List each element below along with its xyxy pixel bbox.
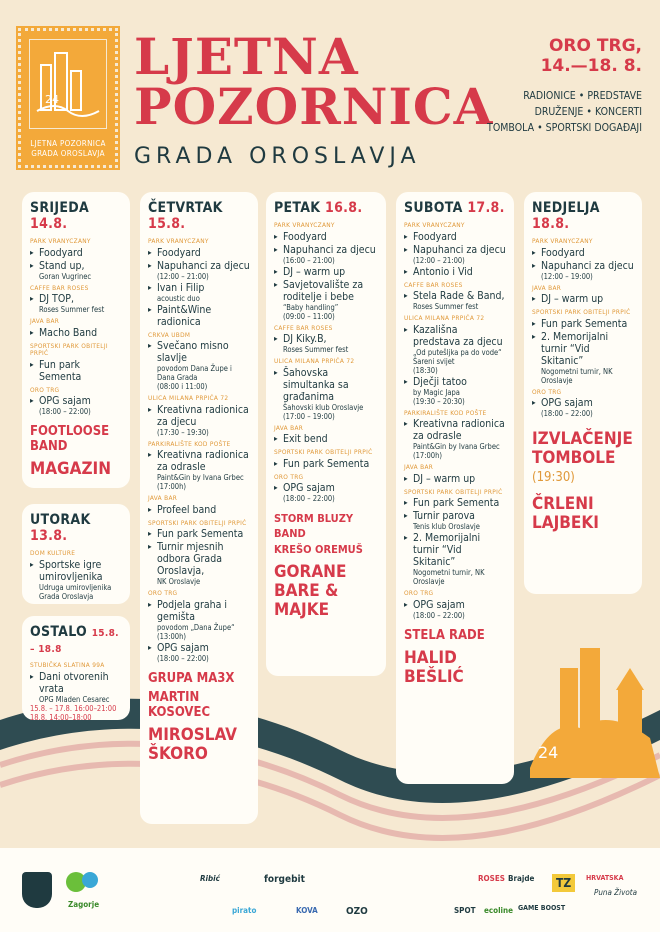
event-item: ▸ Kreativna radionica za odrasle bbox=[148, 449, 250, 473]
event-note: (08:00 i 11:00) bbox=[157, 382, 208, 391]
day-card-ostalo bbox=[22, 616, 130, 720]
event-item: ▸ DJ – warm up bbox=[274, 266, 378, 278]
event-item: ▸ Podjela graha i gemišta bbox=[148, 599, 250, 623]
event-note: by Magic Japa bbox=[413, 387, 460, 397]
headliner: MAGAZIN bbox=[30, 459, 112, 479]
event-item: ▸ Kazališna predstava za djecu bbox=[404, 324, 506, 348]
event-item: ▸ Fun park Sementa bbox=[274, 458, 378, 470]
location-label: JAVA BAR bbox=[148, 494, 178, 502]
event-note: (17:00h) bbox=[413, 451, 442, 460]
event-item: ▸ Svečano misno slavlje bbox=[148, 340, 250, 364]
coat-of-arms-icon bbox=[22, 872, 52, 908]
location-label: PARK VRANYCZANY bbox=[30, 237, 91, 245]
location-label: ORO TRG bbox=[148, 589, 178, 597]
event-note: Nogometni turnir, NK Oroslavje bbox=[413, 568, 485, 586]
event-note: Roses Summer fest bbox=[39, 305, 105, 314]
event-item: ▸ Dječji tatoo bbox=[404, 376, 506, 388]
location-label: ULICA MILANA PRPIĆA 72 bbox=[404, 314, 485, 322]
event-item: ▸ Napuhanci za djecu bbox=[532, 260, 634, 272]
tombola-time: (19:30) bbox=[532, 470, 575, 485]
sponsor-logo: Zagorje bbox=[68, 900, 100, 909]
stamp-line-2: GRADA OROSLAVJA bbox=[31, 149, 105, 158]
event-item: ▸ Foodyard bbox=[404, 231, 506, 243]
event-item: ▸ 2. Memorijalni turnir “Vid Skitanic” bbox=[404, 532, 506, 568]
event-item: ▸ Napuhanci za djecu bbox=[148, 260, 250, 272]
event-note: (12:00 – 21:00) bbox=[157, 271, 209, 281]
event-item: ▸ OPG sajam bbox=[30, 395, 122, 407]
event-item: ▸ DJ – warm up bbox=[404, 473, 506, 485]
event-note: (17:30 – 19:30) bbox=[157, 427, 209, 437]
location-label: PARK VRANYCZANY bbox=[404, 221, 465, 229]
event-item: ▸ Foodyard bbox=[532, 247, 634, 259]
title-line-1: LJETNA bbox=[134, 27, 359, 86]
performer: KREŠO OREMUŠ bbox=[274, 543, 363, 556]
event-note: Šahovski klub Oroslavje bbox=[283, 402, 364, 412]
tags-line: TOMBOLA • SPORTSKI DOGAĐAJI bbox=[487, 122, 642, 134]
location-label: SPORTSKI PARK OBITELJI PRPIĆ bbox=[274, 448, 373, 456]
event-item: ▸ Dani otvorenih vrata bbox=[30, 671, 122, 695]
event-note: (09:00 – 11:00) bbox=[283, 311, 335, 321]
sponsor-logo: KOVA bbox=[296, 906, 318, 915]
sponsor-logo: pirato bbox=[232, 906, 257, 915]
location-label: STUBIČKA SLATINA 99A bbox=[30, 661, 105, 669]
location-label: PARK VRANYCZANY bbox=[274, 221, 335, 229]
activity-tags bbox=[487, 88, 642, 136]
event-note: povodom Dana Župe i Dana Grada bbox=[157, 364, 232, 382]
event-item: ▸ OPG sajam bbox=[532, 397, 634, 409]
event-item: ▸ Fun park Sementa bbox=[30, 359, 122, 383]
location-label: ORO TRG bbox=[532, 387, 562, 396]
location-label: PARKIRALIŠTE KOD POŠTE bbox=[148, 439, 231, 448]
location-label: JAVA BAR bbox=[30, 317, 60, 325]
location-label: DOM KULTURE bbox=[30, 549, 76, 557]
dates-line: 14.—18. 8. bbox=[540, 56, 642, 76]
sponsor-logo: SPOT bbox=[454, 906, 476, 915]
day-title: OSTALO 15.8. – 18.8 bbox=[30, 624, 119, 655]
day-title: SRIJEDA 14.8. bbox=[30, 200, 90, 232]
festival-stamp-logo bbox=[18, 28, 118, 168]
location-label: PARK VRANYCZANY bbox=[532, 237, 593, 245]
day-card-petak bbox=[266, 192, 386, 676]
event-item: ▸ Kreativna radionica za djecu bbox=[148, 404, 250, 428]
event-item: ▸ Sportske igre umirovljenika bbox=[30, 559, 122, 583]
event-note: (17:00h) bbox=[157, 482, 186, 491]
event-item: ▸ Foodyard bbox=[148, 247, 250, 259]
location-label: CAFFE BAR ROSES bbox=[30, 283, 89, 292]
performer: STORM BLUZY BAND bbox=[274, 512, 354, 540]
event-item: ▸ OPG sajam bbox=[274, 482, 378, 494]
town-skyline-icon bbox=[35, 45, 101, 125]
event-item: ▸ Foodyard bbox=[274, 231, 378, 243]
event-item: ▸ Ivan i Filip bbox=[148, 282, 250, 294]
event-item: ▸ Napuhanci za djecu bbox=[274, 244, 378, 256]
event-note: Nogometni turnir, NK Oroslavje bbox=[541, 366, 613, 385]
event-note: (18:30) bbox=[413, 365, 438, 375]
sponsor-logo: forgebit bbox=[264, 874, 305, 885]
castle-illustration bbox=[520, 628, 660, 778]
stamp-line-1: LJETNA POZORNICA bbox=[30, 139, 106, 148]
headliner: HALID BEŠLIĆ bbox=[404, 647, 464, 687]
event-note: (12:00 – 19:00) bbox=[541, 271, 593, 281]
event-note: Paint&Gin by Ivana Grbec bbox=[157, 473, 244, 482]
event-note: (18:00 – 22:00) bbox=[283, 494, 335, 503]
performer: FOOTLOOSE BAND bbox=[30, 424, 110, 454]
sponsor-logo: ecoline bbox=[484, 906, 514, 915]
event-item: ▸ Turnir parova bbox=[404, 510, 506, 522]
event-note: (18:00 – 22:00) bbox=[413, 610, 465, 620]
event-item: ▸ Napuhanci za djecu bbox=[404, 244, 506, 256]
svg-text:24: 24 bbox=[45, 93, 59, 106]
location-label: SPORTSKI PARK OBITELJI PRPIĆ bbox=[404, 487, 503, 496]
headliner: MIROSLAV ŠKORO bbox=[148, 724, 237, 764]
day-card-srijeda bbox=[22, 192, 130, 488]
location-label: PARK VRANYCZANY bbox=[148, 237, 209, 245]
event-item: ▸ Antonio i Vid bbox=[404, 266, 506, 278]
event-note: Šareni svijet bbox=[413, 356, 455, 366]
zagorje-logo-icon bbox=[64, 868, 100, 898]
event-item: ▸ Exit bend bbox=[274, 433, 378, 445]
location-label: CRKVA UBDM bbox=[148, 330, 191, 339]
sponsor-logo: HRVATSKA bbox=[586, 874, 624, 882]
event-item: ▸ OPG sajam bbox=[148, 642, 250, 654]
event-note: „Od putešljka pa do vode“ bbox=[413, 347, 502, 357]
svg-text:24: 24 bbox=[538, 743, 559, 762]
event-note: Roses Summer fest bbox=[413, 302, 479, 311]
day-title: NEDJELJA 18.8. bbox=[532, 200, 600, 232]
venue-dates bbox=[541, 36, 642, 76]
location-label: PARKIRALIŠTE KOD POŠTE bbox=[404, 408, 487, 417]
event-note: (18:00 – 22:00) bbox=[157, 653, 209, 663]
page-subtitle: GRADA OROSLAVJA bbox=[134, 144, 421, 169]
event-item: ▸ Kreativna radionica za odrasle bbox=[404, 418, 506, 442]
tags-line: RADIONICE • PREDSTAVE bbox=[523, 90, 642, 102]
event-note: (16:00 – 21:00) bbox=[283, 255, 335, 265]
location-label: SPORTSKI PARK OBITELJI PRPIĆ bbox=[532, 308, 631, 316]
event-note: Tenis klub Oroslavje bbox=[413, 522, 480, 531]
event-item: ▸ Šahovska simultanka sa građanima bbox=[274, 367, 378, 403]
event-note: OPG Mladen Cesarec bbox=[39, 694, 110, 704]
event-item: ▸ Profeel band bbox=[148, 504, 250, 516]
event-note: (17:00 – 19:00) bbox=[283, 411, 335, 421]
event-item: ▸ Fun park Sementa bbox=[148, 528, 250, 540]
event-time: 18.8. 14:00–18:00 bbox=[30, 712, 92, 722]
title-line-2: POZORNICA bbox=[134, 77, 494, 136]
event-time: 15.8. – 17.8. 16:00–21:00 bbox=[30, 703, 117, 713]
event-note: “Baby handling” bbox=[283, 302, 339, 312]
event-item: ▸ OPG sajam bbox=[404, 599, 506, 611]
event-note: acoustic duo bbox=[157, 293, 200, 303]
day-title: PETAK 16.8. bbox=[274, 200, 363, 216]
venue-line: ORO TRG, bbox=[548, 36, 642, 56]
location-label: ORO TRG bbox=[30, 385, 60, 394]
day-title: SUBOTA 17.8. bbox=[404, 200, 505, 216]
sponsor-logo: Ribić bbox=[200, 874, 220, 883]
performer: MARTIN KOSOVEC bbox=[148, 689, 211, 720]
day-card-cetvrtak bbox=[140, 192, 258, 824]
location-label: SPORTSKI PARK OBITELJI PRPIĆ bbox=[30, 341, 108, 357]
event-note: (18:00 – 22:00) bbox=[541, 409, 593, 418]
sponsor-logo: Puna Života bbox=[594, 888, 637, 897]
event-note: Roses Summer fest bbox=[283, 345, 349, 354]
performer: STELA RADE bbox=[404, 627, 485, 643]
location-label: JAVA BAR bbox=[274, 423, 304, 432]
location-label: JAVA BAR bbox=[404, 463, 434, 471]
day-card-utorak bbox=[22, 504, 130, 604]
event-note: Udruga umirovljenika Grada Oroslavja bbox=[39, 582, 112, 601]
location-label: ULICA MILANA PRPIĆA 72 bbox=[148, 394, 229, 402]
location-label: ORO TRG bbox=[274, 472, 304, 481]
event-item: ▸ DJ Kiky.B, bbox=[274, 333, 378, 345]
day-card-subota bbox=[396, 192, 514, 784]
sponsor-logo: OZO bbox=[346, 906, 368, 917]
event-item: ▸ Fun park Sementa bbox=[532, 318, 634, 330]
event-note: povodom „Dana Župe“ bbox=[157, 622, 235, 632]
event-item: ▸ Fun park Sementa bbox=[404, 497, 506, 509]
location-label: SPORTSKI PARK OBITELJI PRPIĆ bbox=[148, 518, 247, 527]
event-item: ▸ Turnir mjesnih odbora Grada Oroslavja, bbox=[148, 541, 250, 577]
sponsor-logo: Brajde bbox=[508, 874, 535, 883]
event-note: (13:00h) bbox=[157, 631, 186, 641]
event-item: ▸ 2. Memorijalni turnir “Vid Skitanic” bbox=[532, 331, 634, 367]
event-note: Goran Vugrinec bbox=[39, 271, 92, 281]
sponsor-logo: TZ bbox=[552, 874, 575, 892]
tags-line: DRUŽENJE • KONCERTI bbox=[534, 106, 642, 118]
event-item: ▸ Stand up, bbox=[30, 260, 122, 272]
event-note: NK Oroslavje bbox=[157, 577, 201, 586]
event-item: ▸ DJ TOP, bbox=[30, 293, 122, 305]
event-item: ▸ DJ – warm up bbox=[532, 293, 634, 305]
event-item: ▸ Macho Band bbox=[30, 327, 122, 339]
sponsor-logo: GAME BOOST bbox=[518, 904, 566, 912]
day-card-nedjelja bbox=[524, 192, 642, 594]
location-label: JAVA BAR bbox=[532, 283, 562, 292]
location-label: ORO TRG bbox=[404, 589, 434, 597]
location-label: CAFFE BAR ROSES bbox=[404, 280, 463, 289]
event-note: (18:00 – 22:00) bbox=[39, 407, 91, 416]
tombola-draw: IZVLAČENJE TOMBOLE bbox=[532, 429, 633, 468]
sponsor-logo: ROSES bbox=[478, 874, 505, 883]
location-label: ULICA MILANA PRPIĆA 72 bbox=[274, 357, 355, 365]
sponsors-strip bbox=[0, 848, 660, 932]
performer: GRUPA MA3X bbox=[148, 670, 235, 686]
headliner: GORANE BARE & MAJKE bbox=[274, 562, 347, 620]
event-item: ▸ Savjetovalište za roditelje i bebe bbox=[274, 279, 378, 303]
event-note: (12:00 – 21:00) bbox=[413, 255, 465, 265]
event-item: ▸ Stela Rade & Band, bbox=[404, 290, 506, 302]
location-label: CAFFE BAR ROSES bbox=[274, 323, 333, 332]
page-title bbox=[134, 27, 494, 136]
headliner: ČRLENI LAJBEKI bbox=[532, 494, 599, 533]
event-item: ▸ Foodyard bbox=[30, 247, 122, 259]
day-title: ČETVRTAK 15.8. bbox=[148, 200, 223, 232]
day-title: UTORAK 13.8. bbox=[30, 512, 91, 544]
event-item: ▸ Paint&Wine radionica bbox=[148, 304, 250, 328]
event-note: Paint&Gin by Ivana Grbec bbox=[413, 442, 500, 451]
event-note: (19:30 – 20:30) bbox=[413, 396, 465, 406]
